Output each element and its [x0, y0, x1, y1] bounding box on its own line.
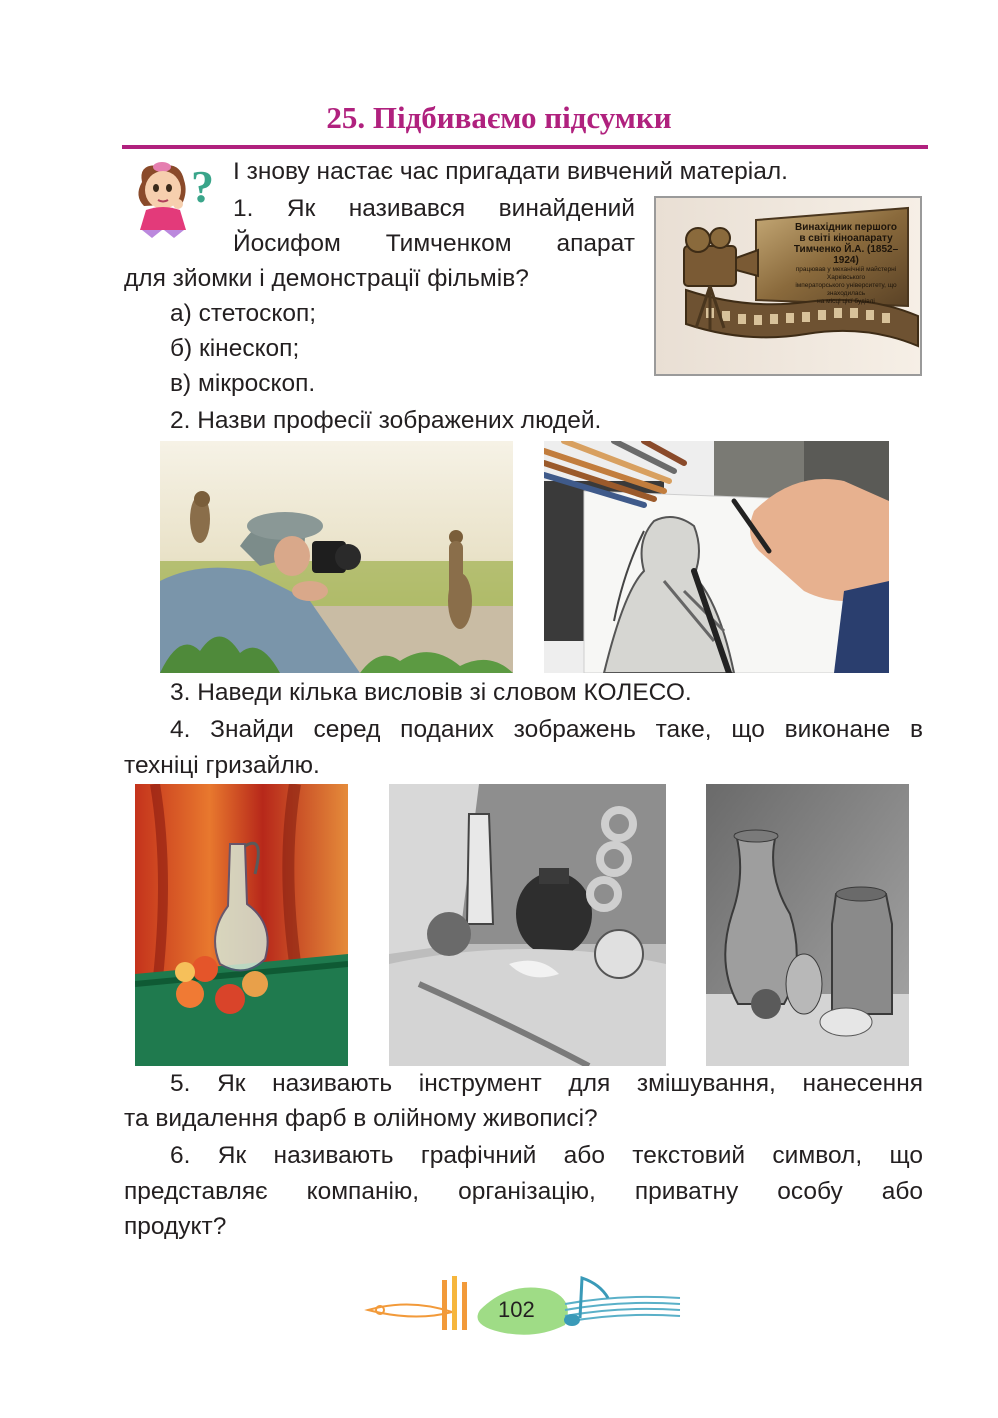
plaque-line: Тимченко Й.А. (1852–1924) — [793, 244, 899, 266]
title-underline — [122, 145, 928, 149]
question-4-line-2: техніці гризайлю. — [124, 752, 320, 779]
plaque-line: Винахідник першого — [795, 222, 897, 233]
question-5-line-2: та видалення фарб в олійному живописі? — [124, 1105, 598, 1132]
plaque-line: працював у механічній майстерні Харківського — [795, 266, 897, 281]
question-5-line-1: 5. Як називають інструмент для змішування, нанесення — [170, 1070, 923, 1097]
memorial-plaque-photo — [654, 196, 922, 376]
question-6-line-3: продукт? — [124, 1213, 227, 1240]
question-1-line-1: 1. Як називався винайдений — [233, 195, 635, 222]
option-a: а) стетоскоп; — [170, 300, 317, 327]
question-4-line-1: 4. Знайди серед поданих зображень таке, що виконане в — [170, 716, 923, 743]
question-mark-icon — [189, 160, 221, 208]
plaque-line: імператорського університету, що знаходилась — [795, 282, 897, 297]
question-2: 2. Назви професії зображених людей. — [170, 407, 602, 434]
option-b: б) кінескоп; — [170, 335, 300, 362]
pencil-still-life-drawing — [706, 784, 909, 1066]
plaque-line: на місці цієї будівлі — [817, 298, 875, 305]
option-c: в) мікроскоп. — [170, 370, 316, 397]
color-still-life-painting — [135, 784, 348, 1066]
fashion-designer-photo — [544, 441, 889, 673]
svg-text:?: ? — [191, 161, 214, 208]
brushes-icon — [368, 1276, 467, 1330]
question-3: 3. Наведи кілька висловів зі словом КОЛЕСО. — [170, 679, 692, 706]
question-6-line-2: представляє компанію, організацію, приватну особу або — [124, 1178, 923, 1205]
grisaille-still-life-painting — [389, 784, 666, 1066]
plaque-text — [786, 222, 906, 306]
photographer-photo — [160, 441, 513, 673]
plaque-line: в світі кіноапарату — [799, 233, 893, 244]
question-1-line-2: Йосифом Тимченком апарат — [233, 230, 635, 257]
page-number: 102 — [498, 1297, 535, 1322]
question-1-line-3: для зйомки і демонстрації фільмів? — [124, 265, 529, 292]
question-6-line-1: 6. Як називають графічний або текстовий символ, що — [170, 1142, 923, 1169]
intro-text: І знову настає час пригадати вивчений матеріал. — [233, 158, 788, 185]
page-title: 25. Підбиваємо підсумки — [326, 100, 672, 135]
